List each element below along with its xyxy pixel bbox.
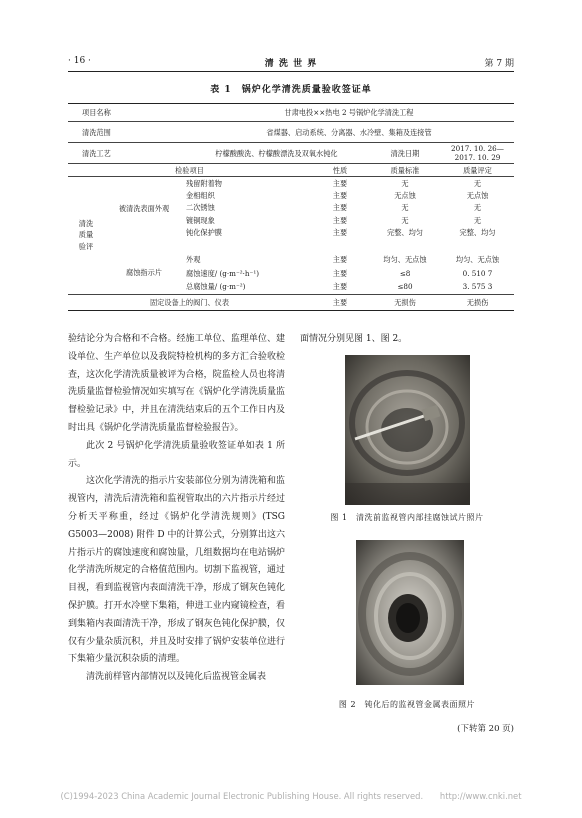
table-spacer-row <box>68 239 514 252</box>
page-number: · 16 · <box>68 56 91 66</box>
journal-title: 清 洗 世 界 <box>264 59 318 69</box>
scope-label: 清洗范围 <box>68 122 184 143</box>
coupon-label: 腐蚀指示片 <box>126 268 162 278</box>
row-evaluation: 无 <box>473 203 482 213</box>
row-nature: 主要 <box>311 294 369 310</box>
header-standard: 质量标准 <box>369 164 441 177</box>
table-row <box>68 252 514 266</box>
row-nature: 主要 <box>332 254 348 264</box>
row-evaluation: 完整、均匀 <box>459 228 496 238</box>
copyright-footer: (C)1994-2023 China Academic Journal Electronic Publishing House. All rights reserved. http://www.cnki.net <box>60 791 522 801</box>
row-item: 残留附着物 <box>184 177 311 190</box>
continued-note: (下转第 20 页) <box>457 724 514 734</box>
row-nature: 主要 <box>332 190 348 200</box>
process-value: 柠檬酸酸洗、柠檬酸漂洗及双氧水钝化 <box>184 143 369 164</box>
surface-label: 被清洗表面外观 <box>104 177 184 240</box>
row-item: 总腐蚀量/ (g·m⁻²) <box>186 282 246 292</box>
row-item: 二次锈蚀 <box>186 203 215 213</box>
process-row <box>68 143 514 164</box>
row-standard: 无损伤 <box>369 294 441 310</box>
row-nature: 主要 <box>311 177 369 190</box>
row-standard: ≤8 <box>399 268 411 278</box>
figure-1-caption: 图 1 清洗前监视管内部挂腐蚀试片照片 <box>330 513 484 522</box>
row-evaluation: 均匀、无点蚀 <box>455 254 500 264</box>
group-label: 清洗 质量 验评 <box>68 177 104 295</box>
header-evaluation: 质量评定 <box>441 164 514 177</box>
project-label: 项目名称 <box>68 104 184 122</box>
row-evaluation: 无 <box>473 215 482 225</box>
issue-number: 第 7 期 <box>484 59 514 69</box>
header-rule <box>68 71 514 72</box>
row-evaluation: 无损伤 <box>441 294 514 310</box>
paragraph: 此次 2 号锅炉化学清洗质量验收签证单如表 1 所示。 <box>68 440 285 469</box>
header-nature: 性质 <box>311 164 369 177</box>
row-nature: 主要 <box>332 228 348 238</box>
figure-2-caption: 图 2 钝化后的监视管金属表面照片 <box>338 700 476 709</box>
table-caption: 表 1 锅炉化学清洗质量验收签证单 <box>210 85 372 95</box>
row-item: 镀铜现象 <box>186 215 215 225</box>
figure-2-photo <box>356 540 464 685</box>
row-nature: 主要 <box>332 268 348 278</box>
paragraph: 验结论分为合格和不合格。经施工单位、监理单位、建设单位、生产单位以及我院特检机构的多方汇合验收检查，这次化学清洗质量被评为合格，院监检人员也将清洗质量监督检验情况如实填写在《锅炉化学清洗质量监督检验记录》中，并且在清洗结束后的五个工作日内及时出具《锅炉化学清洗质量监督检验报告》。 <box>68 334 285 433</box>
process-label: 清洗工艺 <box>68 143 184 164</box>
row-evaluation: 3. 575 3 <box>462 282 493 292</box>
running-header <box>68 56 514 72</box>
header-item: 检验项目 <box>68 164 311 177</box>
left-column-text <box>68 331 285 687</box>
paragraph: 面情况分别见图 1、图 2。 <box>300 334 408 344</box>
row-standard: 完整、均匀 <box>387 228 423 238</box>
table-row <box>68 177 514 190</box>
column-header-row <box>68 164 514 177</box>
row-item: 外观 <box>186 254 201 264</box>
acceptance-table <box>68 103 514 311</box>
date-value: 2017. 10. 26—2017. 10. 29 <box>441 143 514 164</box>
row-item: 腐蚀速度/ (g·m⁻²·h⁻¹) <box>186 268 260 278</box>
row-standard: 无 <box>369 177 441 190</box>
figure-1-photo <box>345 355 470 505</box>
project-row <box>68 104 514 122</box>
row-evaluation: 无 <box>441 177 514 190</box>
row-standard: 无点蚀 <box>394 190 416 200</box>
row-nature: 主要 <box>332 282 348 292</box>
right-column-text <box>300 331 514 349</box>
paragraph: 这次化学清洗的指示片安装部位分别为清洗箱和监视管内，清洗后清洗箱和监视管取出的六片指示片经过分析天平称重，经过《锅炉化学清洗规则》(TSG G5003—2008) 附件 D 中的计算公式，分别算出这六片指示片的腐蚀速度和腐蚀量，几组数据均在电站锅炉化学清洗所规定的合格值范围内。切割下监视管，通过目视，看到监视管内表面清洗干净，形成了钢灰色钝化保护膜。打开水冷壁下集箱，伸进工业内窥镜检查，看到集箱内表面清洗干净，形成了钢灰色钝化保护膜，仅仅有少量杂质沉积，并且及时安排了锅炉安装单位进行下集箱少量沉积杂质的清理。 <box>68 476 285 665</box>
row-nature: 主要 <box>332 215 348 225</box>
row-standard: 均匀、无点蚀 <box>383 254 427 264</box>
project-value: 甘肃电投××热电 2 号锅炉化学清洗工程 <box>184 104 514 122</box>
table-row <box>68 294 514 310</box>
row-evaluation: 0. 510 7 <box>462 268 493 278</box>
row-item: 钝化保护膜 <box>186 228 222 238</box>
row-standard: ≤80 <box>397 282 413 292</box>
row-evaluation: 无点蚀 <box>466 190 489 200</box>
scope-row <box>68 122 514 143</box>
scope-value: 省煤器、启动系统、分离器、水冷壁、集箱及连接管 <box>184 122 514 143</box>
row-nature: 主要 <box>332 203 348 213</box>
paragraph: 清洗前样管内部情况以及钝化后监视管金属表 <box>86 672 267 683</box>
date-label: 清洗日期 <box>369 143 441 164</box>
fixed-equipment-label: 固定设备上的阀门、仪表 <box>68 294 311 310</box>
row-standard: 无 <box>401 203 409 213</box>
row-item: 金相组织 <box>186 190 215 200</box>
row-standard: 无 <box>401 215 409 225</box>
